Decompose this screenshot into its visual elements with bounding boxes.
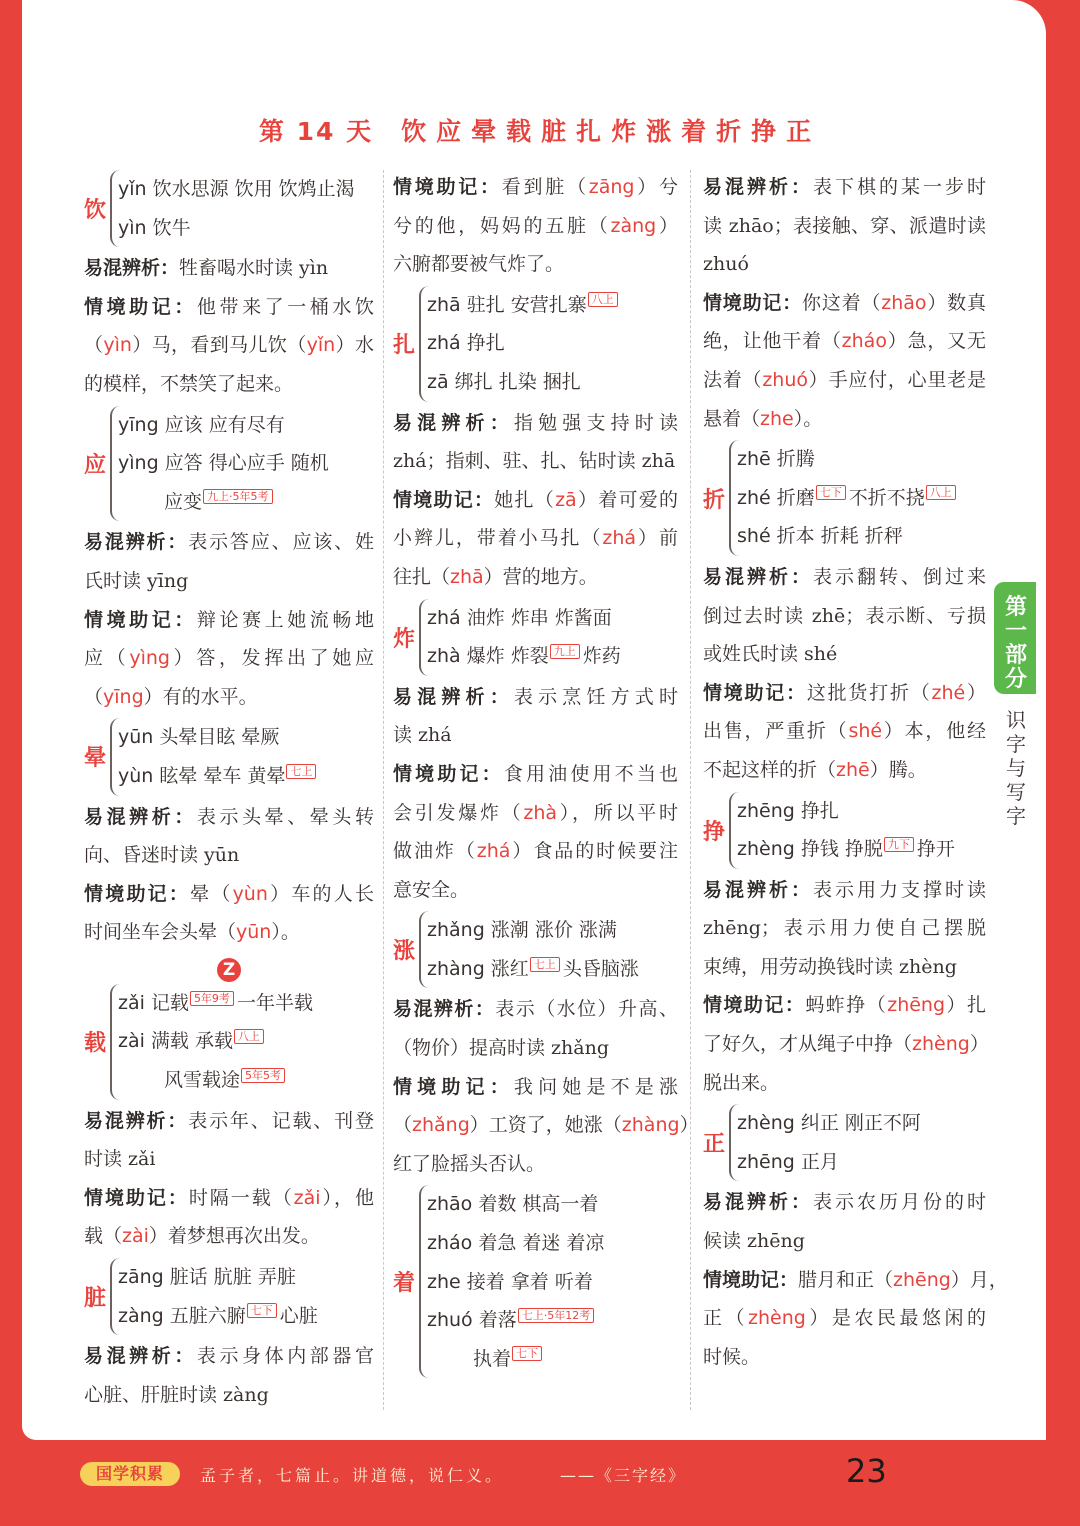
yh-label: 易混辨析： bbox=[393, 685, 514, 708]
yh-line: 易混辨析：表示头晕、晕头转 bbox=[84, 805, 374, 828]
entry-readings bbox=[110, 718, 319, 795]
qj-label: 情境助记： bbox=[703, 291, 803, 314]
column-divider bbox=[383, 170, 384, 1410]
qj-line: 脱出来。 bbox=[703, 1071, 780, 1094]
yh-line: 易混辨析：指勉强支持时读 bbox=[393, 411, 678, 434]
reading-row: zā 绑扎 扎染 捆扎 bbox=[427, 370, 581, 393]
exam-tag: 5年5考 bbox=[241, 1068, 285, 1083]
reading-row: zhǎng 涨潮 涨价 涨满 bbox=[427, 919, 617, 942]
page-title bbox=[0, 112, 1080, 148]
entry-yun bbox=[84, 718, 374, 795]
reading-row: zhà 爆炸 炸裂 九上 炸药 bbox=[427, 644, 621, 668]
qj-line: 情境助记：我问她是不是涨 bbox=[393, 1075, 678, 1098]
entry-char: 扎 bbox=[393, 333, 416, 359]
qj-line: 应（yìng）答，发挥出了她应 bbox=[84, 647, 374, 670]
yh-label: 易混辨析： bbox=[84, 1345, 197, 1368]
exam-tag: 九上·5年5考 bbox=[203, 489, 273, 504]
exam-tag: 七上 bbox=[530, 957, 560, 972]
entry-readings bbox=[419, 286, 621, 402]
entry-readings bbox=[419, 1185, 604, 1378]
exam-tag: 八上 bbox=[588, 292, 618, 307]
yh-line: 易混辨析：表示烹饪方式时 bbox=[393, 685, 678, 708]
entry-readings bbox=[419, 599, 621, 676]
entry-char: 载 bbox=[84, 1031, 107, 1057]
reading-row: zàng 五脏六腑 七下 心脏 bbox=[118, 1304, 318, 1327]
qj-line: 往扎（zhā）营的地方。 bbox=[393, 565, 598, 588]
qj-label: 情境助记： bbox=[84, 1186, 189, 1209]
qj-label: 情境助记： bbox=[84, 882, 191, 905]
yh-line: 倒过去时读 zhē；表示断、亏损 bbox=[703, 604, 986, 627]
reading-row: zhá 挣扎 bbox=[427, 332, 505, 355]
qj-line: 情境助记：蚂蚱挣（zhēng）扎 bbox=[703, 994, 986, 1017]
reading-row: yūn 头晕目眩 晕厥 bbox=[118, 726, 280, 749]
yh-line: 心脏、肝脏时读 zàng bbox=[84, 1383, 269, 1406]
reading-row: zǎi 记载 5年9考 一年半载 bbox=[118, 991, 313, 1014]
reading-row: zhēng 正月 bbox=[737, 1150, 839, 1173]
letter-badge: Z bbox=[217, 958, 241, 982]
reading-row: zháo 着急 着迷 着凉 bbox=[427, 1232, 605, 1255]
reading-row: shé 折本 折耗 折秤 bbox=[737, 525, 903, 548]
reading-row: zhēng 挣扎 bbox=[737, 799, 839, 822]
reading-row: zài 满载 承载 八上 bbox=[118, 1022, 313, 1061]
qj-line: 红了脸摇头否认。 bbox=[393, 1152, 546, 1175]
entry-zhe bbox=[703, 440, 986, 556]
yh-line: zhuó bbox=[703, 253, 749, 276]
reading-row: zhèng 挣钱 挣脱 九下 挣开 bbox=[737, 837, 955, 861]
entry-ying bbox=[84, 406, 374, 522]
yh-line: 易混辨析：表下棋的某一步时 bbox=[703, 176, 986, 198]
yh-line: 易混辨析：表示翻转、倒过来 bbox=[703, 565, 986, 588]
qj-line: （yìn）马，看到马儿饮（yǐn）水 bbox=[84, 334, 374, 357]
entry-zheng2 bbox=[703, 1104, 986, 1181]
yh-line: 易混辨析：表示（水位）升高、 bbox=[393, 998, 678, 1021]
entry-zai bbox=[84, 984, 374, 1100]
yh-line: 易混辨析：牲畜喝水时读 yìn bbox=[84, 257, 329, 280]
entry-readings bbox=[110, 406, 329, 522]
yh-label: 易混辨析： bbox=[84, 531, 189, 554]
qj-line: 情境助记：食用油使用不当也 bbox=[393, 762, 678, 785]
yh-line: zhá；指刺、驻、扎、钻时读 zhā bbox=[393, 450, 676, 473]
yh-line: 候读 zhēng bbox=[703, 1230, 805, 1253]
reading-row: 风雪载途 5年5考 bbox=[118, 1061, 313, 1100]
entry-char: 晕 bbox=[84, 746, 107, 772]
entry-char: 脏 bbox=[84, 1286, 107, 1312]
reading-row: zhé 折磨 七下 不折不挠 八上 bbox=[737, 479, 959, 518]
reading-row: zhāo 着数 棋高一着 bbox=[427, 1193, 599, 1216]
reading-row: yìng 应答 得心应手 随机 bbox=[118, 452, 329, 475]
yh-label: 易混辨析： bbox=[84, 257, 180, 280]
entry-readings bbox=[729, 1104, 921, 1181]
section-sub-label: 识字与写字 bbox=[1006, 708, 1026, 828]
entry-zhang bbox=[393, 911, 678, 988]
qj-label: 情境助记： bbox=[393, 176, 502, 198]
qj-line: 六腑都要被气炸了。 bbox=[393, 253, 565, 276]
qj-line: 情境助记：她扎（zā）着可爱的 bbox=[393, 488, 678, 511]
qj-label: 情境助记： bbox=[393, 488, 495, 511]
entry-readings bbox=[729, 440, 959, 556]
yh-line: 易混辨析：表示答应、应该、姓 bbox=[84, 531, 374, 554]
entry-char: 折 bbox=[703, 487, 726, 513]
qj-label: 情境助记： bbox=[393, 762, 504, 785]
qj-line: 小辫儿，带着小马扎（zhá）前 bbox=[393, 527, 678, 550]
qj-line: （zhǎng）工资了，她涨（zhàng） bbox=[393, 1114, 699, 1137]
exam-tag: 5年9考 bbox=[190, 991, 234, 1006]
qj-label: 情境助记： bbox=[393, 1075, 514, 1098]
reading-row: zhe 接着 拿着 听着 bbox=[427, 1270, 593, 1293]
yh-line: 时读 zǎi bbox=[84, 1148, 156, 1171]
yh-line: 易混辨析：表示农历月份的时 bbox=[703, 1191, 986, 1214]
yh-label: 易混辨析： bbox=[703, 1191, 813, 1214]
exam-tag: 七下 bbox=[816, 485, 846, 500]
qj-line: 时间坐车会头晕（yūn）。 bbox=[84, 921, 300, 944]
entry-zang bbox=[84, 1258, 374, 1335]
reading-row: yǐn 饮水思源 饮用 饮鸩止渴 bbox=[118, 178, 355, 200]
column-divider bbox=[690, 170, 691, 1410]
qj-label: 情境助记： bbox=[84, 295, 197, 318]
column-3 bbox=[703, 168, 1008, 1376]
exam-tag: 九下 bbox=[884, 837, 914, 852]
yh-line: 向、昏迷时读 yūn bbox=[84, 844, 240, 867]
qj-line: 情境助记：时隔一载（zǎi），他 bbox=[84, 1186, 374, 1209]
yh-line: 易混辨析：表示身体内部器官 bbox=[84, 1345, 374, 1368]
exam-tag: 七上·5年12考 bbox=[518, 1308, 595, 1323]
qj-line: 情境助记：看到脏（zāng）兮 bbox=[393, 176, 678, 198]
reading-row: zāng 脏话 肮脏 弄脏 bbox=[118, 1266, 296, 1289]
entry-char: 应 bbox=[84, 452, 107, 478]
exam-tag: 七下 bbox=[247, 1303, 277, 1318]
column-1 bbox=[84, 168, 374, 1414]
reading-row: yùn 眩晕 晕车 黄晕 七上 bbox=[118, 757, 319, 796]
exam-tag: 九上 bbox=[550, 644, 580, 659]
yh-line: 氏时读 yīng bbox=[84, 569, 189, 592]
yh-line: 束缚，用劳动换钱时读 zhèng bbox=[703, 955, 957, 978]
qj-line: 情境助记：你这着（zhāo）数真 bbox=[703, 291, 986, 314]
entry-zheng bbox=[703, 792, 986, 869]
qj-line: 时候。 bbox=[703, 1345, 761, 1368]
reading-row: zhàng 涨红 七上 头昏脑涨 bbox=[427, 957, 639, 980]
footer-badge: 国学积累 bbox=[80, 1462, 180, 1486]
qj-line: 法着（zhuó）手应付，心里老是 bbox=[703, 368, 986, 391]
yh-label: 易混辨析： bbox=[84, 805, 197, 828]
entry-yin bbox=[84, 170, 374, 247]
entry-zha bbox=[393, 286, 678, 402]
entry-zha2 bbox=[393, 599, 678, 676]
yh-label: 易混辨析： bbox=[703, 176, 813, 198]
qj-label: 情境助记： bbox=[84, 608, 197, 631]
column-2 bbox=[393, 168, 699, 1380]
qj-line: 情境助记：腊月和正（zhēng）月， bbox=[703, 1268, 1008, 1291]
reading-row: yìn 饮牛 bbox=[118, 216, 191, 239]
yh-line: 易混辨析：表示年、记载、刊登 bbox=[84, 1109, 374, 1132]
entry-readings bbox=[419, 911, 639, 988]
qj-line: 情境助记：这批货打折（zhé） bbox=[703, 681, 986, 704]
footer-quote: 孟子者，七篇止。讲道德，说仁义。 bbox=[200, 1466, 505, 1485]
reading-row: zhá 油炸 炸串 炸酱面 bbox=[427, 606, 612, 629]
footer-source: ——《三字经》 bbox=[560, 1466, 687, 1485]
reading-row: 应变 九上·5年5考 bbox=[118, 483, 329, 522]
qj-line: 悬着（zhe）。 bbox=[703, 407, 823, 430]
entry-char: 饮 bbox=[84, 198, 107, 224]
qj-line: 载（zài）着梦想再次出发。 bbox=[84, 1225, 320, 1248]
entry-char: 正 bbox=[703, 1132, 726, 1158]
qj-line: 兮的他，妈妈的五脏（zàng） bbox=[393, 214, 678, 237]
reading-row: zhā 驻扎 安营扎寨 八上 bbox=[427, 286, 621, 325]
section-tab-label: 第一部分 bbox=[1004, 595, 1027, 692]
yh-line: 或姓氏时读 shé bbox=[703, 643, 838, 666]
qj-line: 做油炸（zhá）食品的时候要注 bbox=[393, 840, 678, 863]
title-chars: 饮应晕载脏扎炸涨着折挣正 bbox=[401, 117, 822, 146]
exam-tag: 七下 bbox=[512, 1346, 542, 1361]
entry-zhao bbox=[393, 1185, 678, 1378]
qj-label: 情境助记： bbox=[703, 1268, 799, 1291]
yh-label: 易混辨析： bbox=[393, 411, 514, 434]
yh-line: 易混辨析：表示用力支撑时读 bbox=[703, 878, 986, 901]
qj-line: 不起这样的折（zhē）腾。 bbox=[703, 758, 927, 781]
qj-line: 绝，让他干着（zháo）急，又无 bbox=[703, 330, 986, 353]
qj-line: 情境助记：他带来了一桶水饮 bbox=[84, 295, 374, 318]
qj-label: 情境助记： bbox=[703, 994, 806, 1017]
entry-char: 着 bbox=[393, 1271, 416, 1297]
yh-label: 易混辨析： bbox=[84, 1109, 189, 1132]
qj-label: 情境助记： bbox=[703, 681, 807, 704]
yh-line: zhēng；表示用力使自己摆脱 bbox=[703, 917, 986, 940]
qj-line: 情境助记：辩论赛上她流畅地 bbox=[84, 608, 374, 631]
yh-line: （物价）提高时读 zhǎng bbox=[393, 1037, 610, 1060]
entry-readings bbox=[110, 170, 355, 247]
entry-char: 炸 bbox=[393, 626, 416, 652]
qj-line: 意安全。 bbox=[393, 878, 470, 901]
entry-char: 挣 bbox=[703, 819, 726, 845]
reading-row: yīng 应该 应有尽有 bbox=[118, 413, 285, 436]
yh-line: 读 zhá bbox=[393, 724, 452, 747]
entry-readings bbox=[110, 1258, 318, 1335]
qj-line: 的模样，不禁笑了起来。 bbox=[84, 372, 294, 395]
entry-readings bbox=[110, 984, 313, 1100]
entry-readings bbox=[729, 792, 955, 869]
yh-line: 读 zhāo；表接触、穿、派遣时读 bbox=[703, 214, 986, 237]
yh-label: 易混辨析： bbox=[703, 878, 813, 901]
exam-tag: 八上 bbox=[926, 485, 956, 500]
qj-line: 情境助记：晕（yùn）车的人长 bbox=[84, 882, 374, 905]
yh-label: 易混辨析： bbox=[703, 565, 813, 588]
qj-line: 出售，严重折（shé）本，他经 bbox=[703, 720, 986, 743]
exam-tag: 七上 bbox=[286, 764, 316, 779]
qj-line: 了好久，才从绳子中挣（zhèng） bbox=[703, 1033, 989, 1056]
qj-line: 会引发爆炸（zhà），所以平时 bbox=[393, 801, 678, 824]
yh-label: 易混辨析： bbox=[393, 998, 496, 1021]
exam-tag: 八上 bbox=[234, 1029, 264, 1044]
reading-row: zhuó 着落 七上·5年12考 bbox=[427, 1301, 604, 1340]
page-number: 23 bbox=[846, 1452, 887, 1490]
entry-char: 涨 bbox=[393, 939, 416, 965]
title-day: 第 14 天 bbox=[258, 117, 374, 146]
qj-line: （yīng）有的水平。 bbox=[84, 685, 258, 708]
reading-row: zhèng 纠正 刚正不阿 bbox=[737, 1112, 921, 1135]
reading-row: 执着 七下 bbox=[427, 1340, 604, 1379]
qj-line: 正（zhèng）是农民最悠闲的 bbox=[703, 1307, 986, 1330]
reading-row: zhē 折腾 bbox=[737, 448, 815, 471]
